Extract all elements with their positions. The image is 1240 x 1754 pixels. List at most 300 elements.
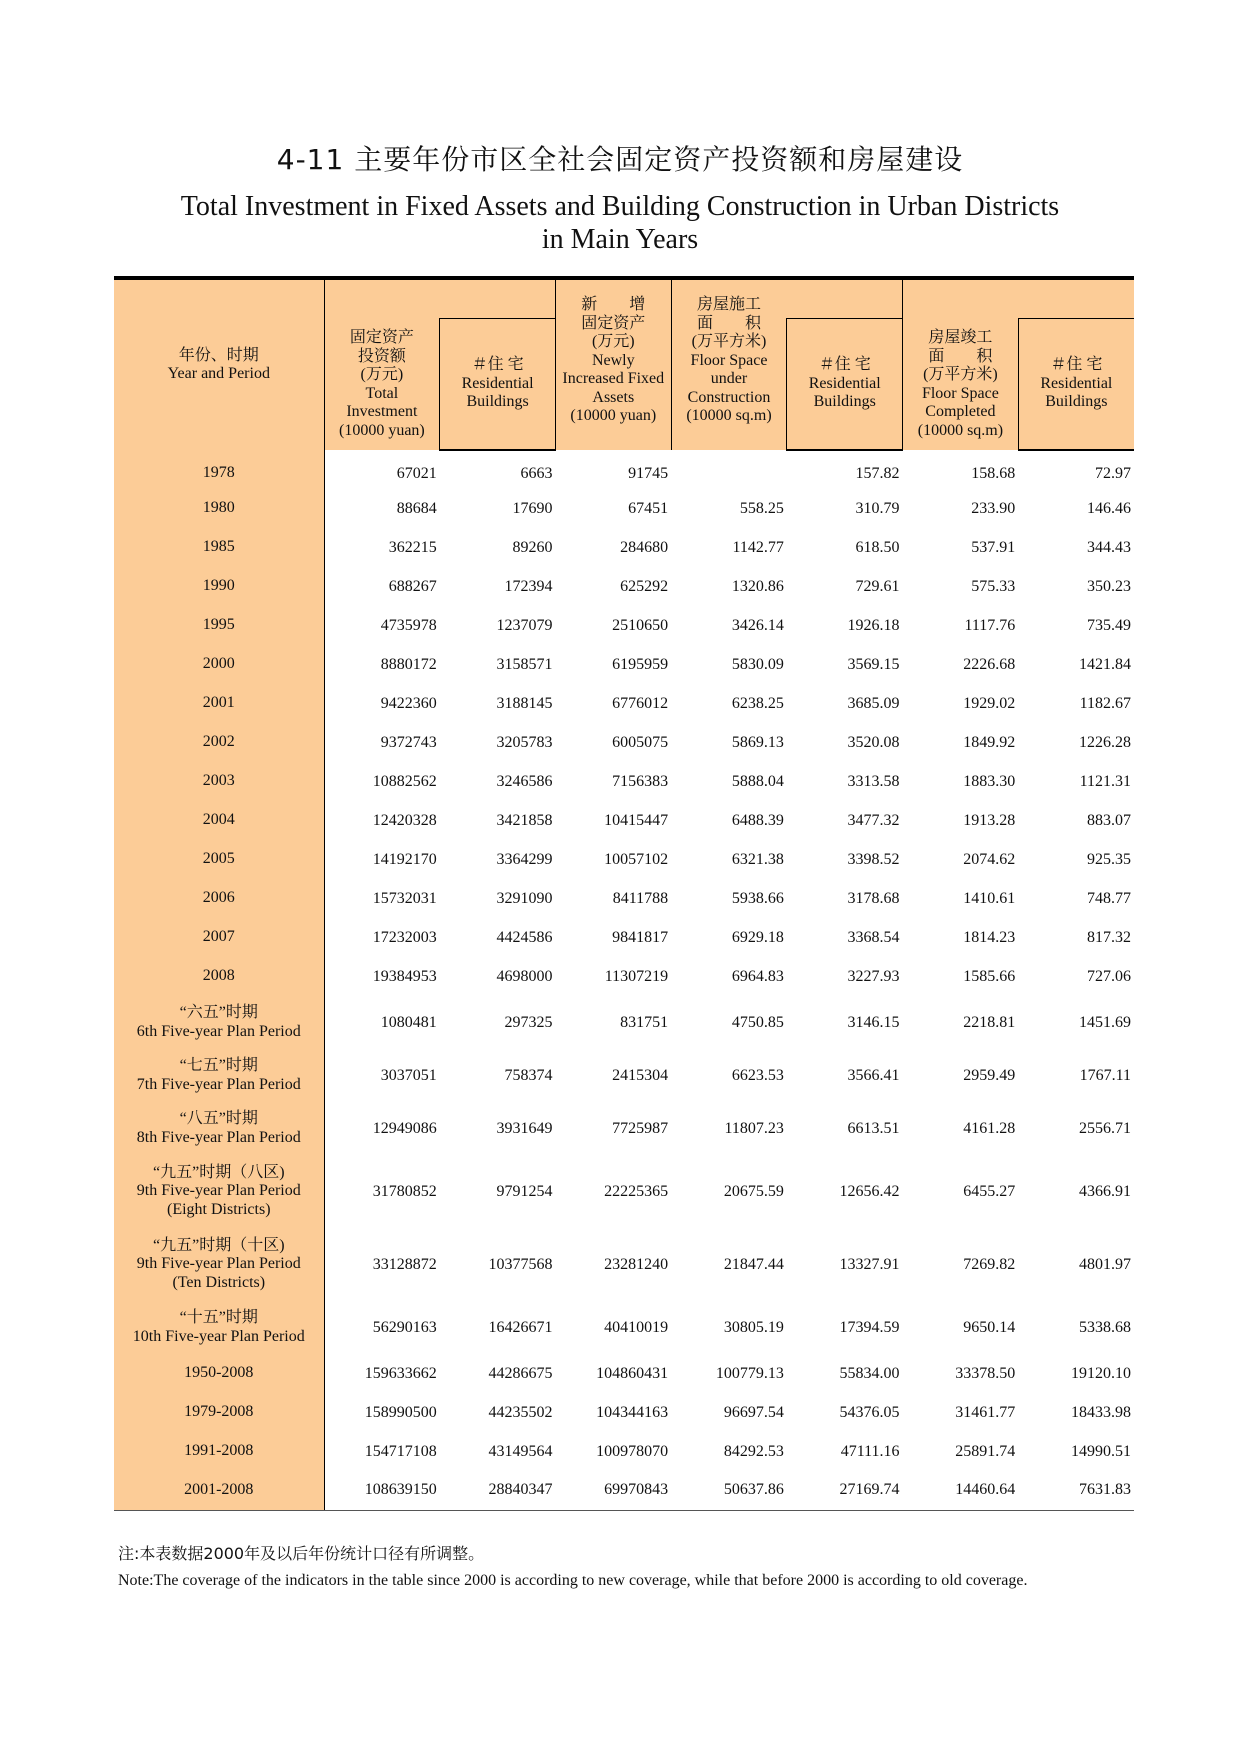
table-cell: 16426671 [488, 1318, 553, 1336]
header-spacer-2 [787, 278, 903, 319]
table-cell: 2510650 [612, 616, 669, 634]
table-cell: 297325 [504, 1013, 553, 1031]
table-cell: 158990500 [364, 1403, 437, 1421]
table-cell: 6663 [520, 465, 553, 482]
table-cell: 558.25 [739, 499, 784, 517]
header-year [114, 278, 324, 450]
page-title-chinese: 4-11 主要年份市区全社会固定资产投资额和房屋建设 [276, 143, 964, 176]
table-cell: 10377568 [488, 1255, 553, 1273]
table-cell: 5938.66 [731, 889, 784, 907]
row-label [114, 684, 324, 723]
table-cell: 1421.84 [1079, 655, 1131, 673]
table-cell: 100779.13 [715, 1364, 784, 1382]
table-cell: 9372743 [380, 733, 437, 751]
table-row [114, 567, 1134, 606]
table-cell: 4698000 [496, 967, 553, 985]
header-line: ＃住 宅 [471, 356, 524, 374]
table-cell: 6238.25 [731, 694, 784, 712]
table-cell: 3421858 [496, 811, 553, 829]
table-row [114, 840, 1134, 879]
table-cell: 362215 [388, 538, 437, 556]
header-line: Construction [687, 388, 771, 406]
row-label-line: 1991-2008 [184, 1442, 254, 1460]
table-cell: 10415447 [604, 811, 669, 829]
header-line: Increased Fixed [562, 370, 665, 387]
table-cell: 2415304 [612, 1066, 669, 1084]
table-cell: 735.49 [1087, 616, 1131, 634]
table-row [114, 1354, 1134, 1393]
table-cell: 44235502 [488, 1403, 553, 1421]
header-line: (10000 sq.m) [686, 407, 772, 424]
header-line: Residential [1040, 374, 1113, 392]
table-cell: 12949086 [372, 1119, 437, 1137]
table-cell: 14460.64 [903, 1471, 1019, 1510]
table-cell: 3227.93 [847, 967, 900, 985]
table-cell: 1926.18 [847, 616, 900, 634]
table-cell: 3313.58 [847, 772, 900, 790]
table-cell: 3569.15 [847, 655, 900, 673]
table-cell: 17232003 [372, 928, 437, 946]
table-cell: 10882562 [372, 772, 437, 790]
table-cell: 44286675 [488, 1364, 553, 1382]
header-under-construction [671, 278, 787, 450]
row-label-line: 1980 [202, 499, 235, 517]
table-cell: 55834.00 [839, 1364, 900, 1382]
table-row [114, 645, 1134, 684]
row-label [114, 1228, 324, 1301]
row-label-line: “九五”时期（十区) [152, 1236, 285, 1254]
header-line: 投资额 [357, 347, 406, 365]
table-row [114, 1432, 1134, 1471]
table-cell: 3364299 [496, 850, 553, 868]
row-label [114, 1471, 324, 1510]
header-line: (10000 yuan) [339, 421, 425, 439]
table-cell: 3246586 [496, 772, 553, 790]
header-line: (万平方米) [923, 366, 998, 383]
header-line: ＃住 宅 [818, 356, 871, 374]
table-cell: 3931649 [496, 1119, 553, 1137]
table-row [114, 1228, 1134, 1301]
row-label-line: 9th Five-year Plan Period [136, 1255, 301, 1273]
table-cell: 817.32 [1087, 928, 1131, 946]
header-line: Buildings [813, 393, 876, 411]
table-cell: 28840347 [440, 1471, 556, 1510]
table-row [114, 801, 1134, 840]
table-cell: 12656.42 [839, 1182, 900, 1200]
row-label [114, 1432, 324, 1471]
table-cell: 1142.77 [732, 538, 784, 556]
table-cell: 33128872 [372, 1255, 437, 1273]
table-cell: 3368.54 [847, 928, 900, 946]
row-label-line: 2007 [202, 928, 235, 946]
table-cell: 40410019 [604, 1318, 669, 1336]
table-cell: 1121.31 [1079, 772, 1131, 790]
table-cell: 3426.14 [731, 616, 784, 634]
table-cell: 25891.74 [955, 1442, 1016, 1460]
table-cell: 344.43 [1087, 538, 1131, 556]
table-row [114, 1049, 1134, 1102]
row-label-line: 2000 [202, 655, 235, 673]
table-cell: 100978070 [596, 1442, 669, 1460]
row-label-line: 7th Five-year Plan Period [136, 1075, 301, 1093]
table-cell: 7269.82 [963, 1255, 1016, 1273]
table-cell: 14192170 [372, 850, 437, 868]
table-cell: 9841817 [612, 928, 669, 946]
row-label [114, 723, 324, 762]
row-label [114, 450, 324, 489]
table-cell: 96697.54 [723, 1403, 784, 1421]
table-cell: 2226.68 [963, 655, 1016, 673]
header-line: Floor Space [690, 351, 768, 369]
table-cell: 8880172 [380, 655, 437, 673]
table-cell: 925.35 [1087, 850, 1131, 868]
table-cell: 19120.10 [1071, 1364, 1131, 1382]
table-cell: 30805.19 [723, 1318, 784, 1336]
table-cell: 7725987 [612, 1119, 669, 1137]
table-cell: 7156383 [612, 772, 669, 790]
table-cell: 10057102 [604, 850, 669, 868]
table-cell: 12420328 [372, 811, 437, 829]
table-cell: 159633662 [364, 1364, 437, 1382]
table-cell: 748.77 [1087, 889, 1131, 907]
table-cell: 1913.28 [963, 811, 1016, 829]
table-cell: 575.33 [971, 577, 1016, 595]
header-line: (10000 sq.m) [917, 421, 1004, 439]
table-cell: 5338.68 [1079, 1318, 1131, 1336]
row-label [114, 1301, 324, 1354]
page-title-english [0, 190, 1240, 256]
table-cell: 1320.86 [731, 577, 784, 595]
table-cell: 6929.18 [731, 928, 784, 946]
table-cell: 9791254 [496, 1182, 553, 1200]
table-cell: 3146.15 [847, 1013, 900, 1031]
table-row [114, 957, 1134, 996]
table-cell: 6613.51 [847, 1119, 900, 1137]
row-label-line: “十五”时期 [179, 1309, 258, 1326]
table-cell: 4424586 [496, 928, 553, 946]
row-label [114, 645, 324, 684]
table-cell: 758374 [504, 1066, 553, 1084]
table-cell: 1182.67 [1079, 694, 1131, 712]
table-cell: 108639150 [324, 1471, 440, 1510]
table-cell: 47111.16 [840, 1442, 900, 1460]
header-line: under [710, 370, 748, 387]
row-label-line: 2003 [202, 772, 235, 790]
header-line: 年份、时期 [178, 346, 259, 364]
header-line: Total [365, 384, 399, 402]
table-cell: 43149564 [488, 1442, 553, 1460]
header-line: (万平方米) [691, 333, 767, 350]
table-cell: 8411788 [612, 889, 669, 907]
row-label [114, 879, 324, 918]
table-cell: 11307219 [604, 967, 669, 985]
table-cell: 89260 [512, 538, 553, 556]
table-cell: 1451.69 [1079, 1013, 1131, 1031]
header-line: 面 积 [928, 347, 993, 365]
header-line: (万元) [360, 366, 404, 383]
table-cell: 54376.05 [839, 1403, 900, 1421]
title-line-1: Total Investment in Fixed Assets and Building Construction in Urban Districts [180, 191, 1060, 222]
table-row [114, 606, 1134, 645]
table-cell: 1080481 [380, 1013, 437, 1031]
row-label-line: 2008 [202, 967, 235, 985]
note-chinese: 注:本表数据2000年及以后年份统计口径有所调整。 [118, 1544, 485, 1563]
table-cell: 146.46 [1087, 499, 1131, 517]
header-completed [903, 278, 1019, 450]
table-cell: 18433.98 [1071, 1403, 1131, 1421]
row-label [114, 1393, 324, 1432]
table-cell: 6776012 [612, 694, 669, 712]
table-cell: 1849.92 [963, 733, 1016, 751]
table-cell: 5869.13 [731, 733, 784, 751]
table-cell: 1237079 [496, 616, 553, 634]
table-cell: 1410.61 [963, 889, 1016, 907]
table-row [114, 762, 1134, 801]
row-label [114, 840, 324, 879]
header-line: ＃住 宅 [1050, 356, 1103, 374]
row-label-line: “八五”时期 [179, 1110, 258, 1127]
table-row [114, 918, 1134, 957]
table-cell: 3398.52 [847, 850, 900, 868]
table-cell: 6623.53 [731, 1066, 784, 1084]
row-label-line: 1990 [202, 577, 235, 595]
table-cell: 729.61 [855, 577, 900, 595]
table-cell: 9422360 [380, 694, 437, 712]
table-cell: 33378.50 [955, 1364, 1016, 1382]
table-cell: 4161.28 [963, 1119, 1016, 1137]
table-cell: 5888.04 [731, 772, 784, 790]
table-cell: 27169.74 [787, 1471, 903, 1510]
row-label-line: 2001-2008 [184, 1481, 254, 1498]
row-label-line: 1979-2008 [184, 1403, 254, 1421]
row-label-line: 8th Five-year Plan Period [136, 1128, 301, 1146]
table-cell: 56290163 [372, 1318, 437, 1336]
row-label [114, 528, 324, 567]
header-line: Buildings [1045, 393, 1108, 411]
table-row [114, 1301, 1134, 1354]
table-cell: 104860431 [596, 1364, 669, 1382]
table-cell: 3188145 [496, 694, 553, 712]
table-row [114, 528, 1134, 567]
table-cell: 3158571 [496, 655, 553, 673]
header-line: Newly [591, 351, 635, 369]
header-line: 新 增 [581, 296, 646, 313]
table-cell: 31780852 [372, 1182, 437, 1200]
table-cell: 9650.14 [963, 1318, 1016, 1336]
table-cell: 5830.09 [731, 655, 784, 673]
table-cell: 2959.49 [963, 1066, 1016, 1084]
table-cell: 2556.71 [1079, 1119, 1131, 1137]
table-cell: 158.68 [971, 464, 1016, 482]
table-cell: 4735978 [380, 616, 437, 634]
header-investment [324, 278, 440, 450]
header-line: 房屋竣工 [928, 329, 993, 346]
header-line: Year and Period [167, 365, 270, 382]
row-label [114, 957, 324, 996]
table-row [114, 996, 1134, 1049]
table-cell: 233.90 [971, 499, 1016, 517]
row-label-line: 1985 [202, 538, 235, 556]
table-row [114, 1471, 1134, 1510]
header-line: Residential [461, 374, 534, 392]
statistics-table [114, 276, 1134, 1511]
table-cell: 22225365 [604, 1182, 669, 1200]
table-cell: 20675.59 [723, 1182, 784, 1200]
table-cell: 69970843 [555, 1471, 671, 1510]
table-cell: 3520.08 [847, 733, 900, 751]
table-cell: 4366.91 [1079, 1182, 1131, 1200]
header-line: 固定资产 [581, 314, 646, 332]
table-cell: 350.23 [1087, 577, 1131, 595]
header-line: Residential [808, 374, 881, 392]
table-cell: 6964.83 [731, 967, 784, 985]
header-line: 房屋施工 [696, 296, 761, 313]
table-row [114, 879, 1134, 918]
table-cell: 91745 [628, 464, 669, 482]
row-label-line: (Eight Districts) [166, 1200, 271, 1218]
table-row [114, 723, 1134, 762]
header-line: (万元) [591, 333, 635, 350]
row-label-line: 9th Five-year Plan Period [136, 1182, 301, 1200]
note-english: Note:The coverage of the indicators in the table since 2000 is according to new coverage, while that before 2000 is according to old coverage. [118, 1572, 1028, 1589]
table-body [114, 450, 1134, 1510]
table-cell: 11807.23 [724, 1119, 784, 1137]
row-label [114, 1102, 324, 1155]
table-cell: 618.50 [855, 538, 900, 556]
table-cell: 15732031 [372, 889, 437, 907]
table-cell: 67021 [396, 464, 437, 482]
header-line: Buildings [466, 393, 529, 411]
table-cell: 19384953 [372, 967, 437, 985]
table-cell: 831751 [620, 1013, 669, 1031]
table-cell: 6321.38 [731, 850, 784, 868]
row-label [114, 489, 324, 528]
table-cell: 84292.53 [723, 1442, 784, 1460]
row-label-line: 6th Five-year Plan Period [136, 1022, 301, 1040]
header-new-assets [555, 278, 671, 450]
row-label-line: 2005 [202, 850, 235, 868]
table-cell: 17394.59 [839, 1318, 900, 1336]
row-label-line: “六五”时期 [179, 1004, 258, 1021]
table-cell: 1767.11 [1079, 1066, 1131, 1084]
table-cell: 67451 [628, 499, 669, 517]
row-label [114, 996, 324, 1049]
table-cell: 21847.44 [723, 1255, 784, 1273]
table-cell: 4750.85 [731, 1013, 784, 1031]
header-line: Completed [925, 403, 996, 420]
row-label-line: (Ten Districts) [172, 1273, 266, 1291]
table-cell: 14990.51 [1071, 1442, 1131, 1460]
table-cell: 50637.86 [671, 1471, 787, 1510]
header-comp-residential [1018, 319, 1134, 451]
table-cell: 3685.09 [847, 694, 900, 712]
table-cell: 1117.76 [964, 616, 1016, 634]
table-cell: 625292 [620, 577, 669, 595]
table-cell: 3477.32 [847, 811, 900, 829]
table-cell: 7631.83 [1018, 1471, 1134, 1510]
table-cell: 104344163 [596, 1403, 669, 1421]
header-line: Investment [346, 403, 418, 420]
row-label-line: 10th Five-year Plan Period [132, 1327, 305, 1345]
table-cell: 17690 [512, 499, 553, 517]
row-label-line: 1995 [202, 616, 235, 634]
row-label [114, 606, 324, 645]
table-cell: 2074.62 [963, 850, 1016, 868]
table-cell: 537.91 [971, 538, 1016, 556]
header-spacer-3 [1018, 278, 1134, 319]
row-label [114, 1049, 324, 1102]
row-label [114, 1155, 324, 1228]
header-line: Floor Space [921, 384, 999, 402]
header-line: 面 积 [696, 314, 761, 332]
table-cell: 727.06 [1087, 967, 1131, 985]
row-label-line: 1978 [202, 464, 235, 482]
row-label [114, 1354, 324, 1393]
table-row [114, 1102, 1134, 1155]
table-row [114, 1393, 1134, 1432]
row-label [114, 918, 324, 957]
table-row [114, 489, 1134, 528]
table-cell: 31461.77 [955, 1403, 1016, 1421]
table-cell: 1226.28 [1079, 733, 1131, 751]
header-inv-residential [440, 319, 556, 451]
table-cell: 3037051 [380, 1066, 437, 1084]
header-line: 固定资产 [349, 329, 414, 346]
table-cell: 2218.81 [963, 1013, 1016, 1031]
table-cell: 6195959 [612, 655, 669, 673]
table-cell: 13327.91 [839, 1255, 900, 1273]
table-cell: 1814.23 [963, 928, 1016, 946]
table-cell: 88684 [396, 499, 437, 517]
table-cell: 172394 [504, 577, 553, 595]
header-spacer-1 [440, 278, 556, 319]
table-cell: 23281240 [604, 1255, 669, 1273]
table-cell: 1585.66 [963, 967, 1016, 985]
row-label-line: 2002 [202, 733, 235, 751]
title-line-2: in Main Years [541, 224, 699, 255]
table-cell: 1883.30 [963, 772, 1016, 790]
table-cell: 6488.39 [731, 811, 784, 829]
table-cell: 157.82 [855, 465, 900, 482]
row-label [114, 567, 324, 606]
row-label-line: “九五”时期（八区) [152, 1163, 285, 1181]
row-label-line: 2004 [202, 811, 235, 829]
row-label [114, 762, 324, 801]
table-cell: 154717108 [364, 1442, 437, 1460]
table-cell: 3291090 [496, 889, 553, 907]
table-cell: 6455.27 [963, 1182, 1016, 1200]
table-row [114, 1155, 1134, 1228]
table-cell: 284680 [620, 538, 669, 556]
table-cell [671, 450, 787, 489]
table-row [114, 450, 1134, 489]
table-cell: 4801.97 [1079, 1255, 1131, 1273]
row-label-line: 2001 [202, 694, 235, 712]
table-cell: 3178.68 [847, 889, 900, 907]
row-label-line: “七五”时期 [179, 1057, 258, 1074]
table-cell: 72.97 [1095, 465, 1131, 482]
header-line: Assets [592, 388, 635, 406]
table-cell: 1929.02 [963, 694, 1016, 712]
table-cell: 688267 [388, 577, 437, 595]
table-cell: 310.79 [855, 499, 900, 517]
header-line: (10000 yuan) [570, 407, 657, 424]
row-label-line: 2006 [202, 889, 235, 907]
table-row [114, 684, 1134, 723]
table-cell: 6005075 [612, 733, 669, 751]
table-cell: 3566.41 [847, 1066, 900, 1084]
header-uc-residential [787, 319, 903, 451]
